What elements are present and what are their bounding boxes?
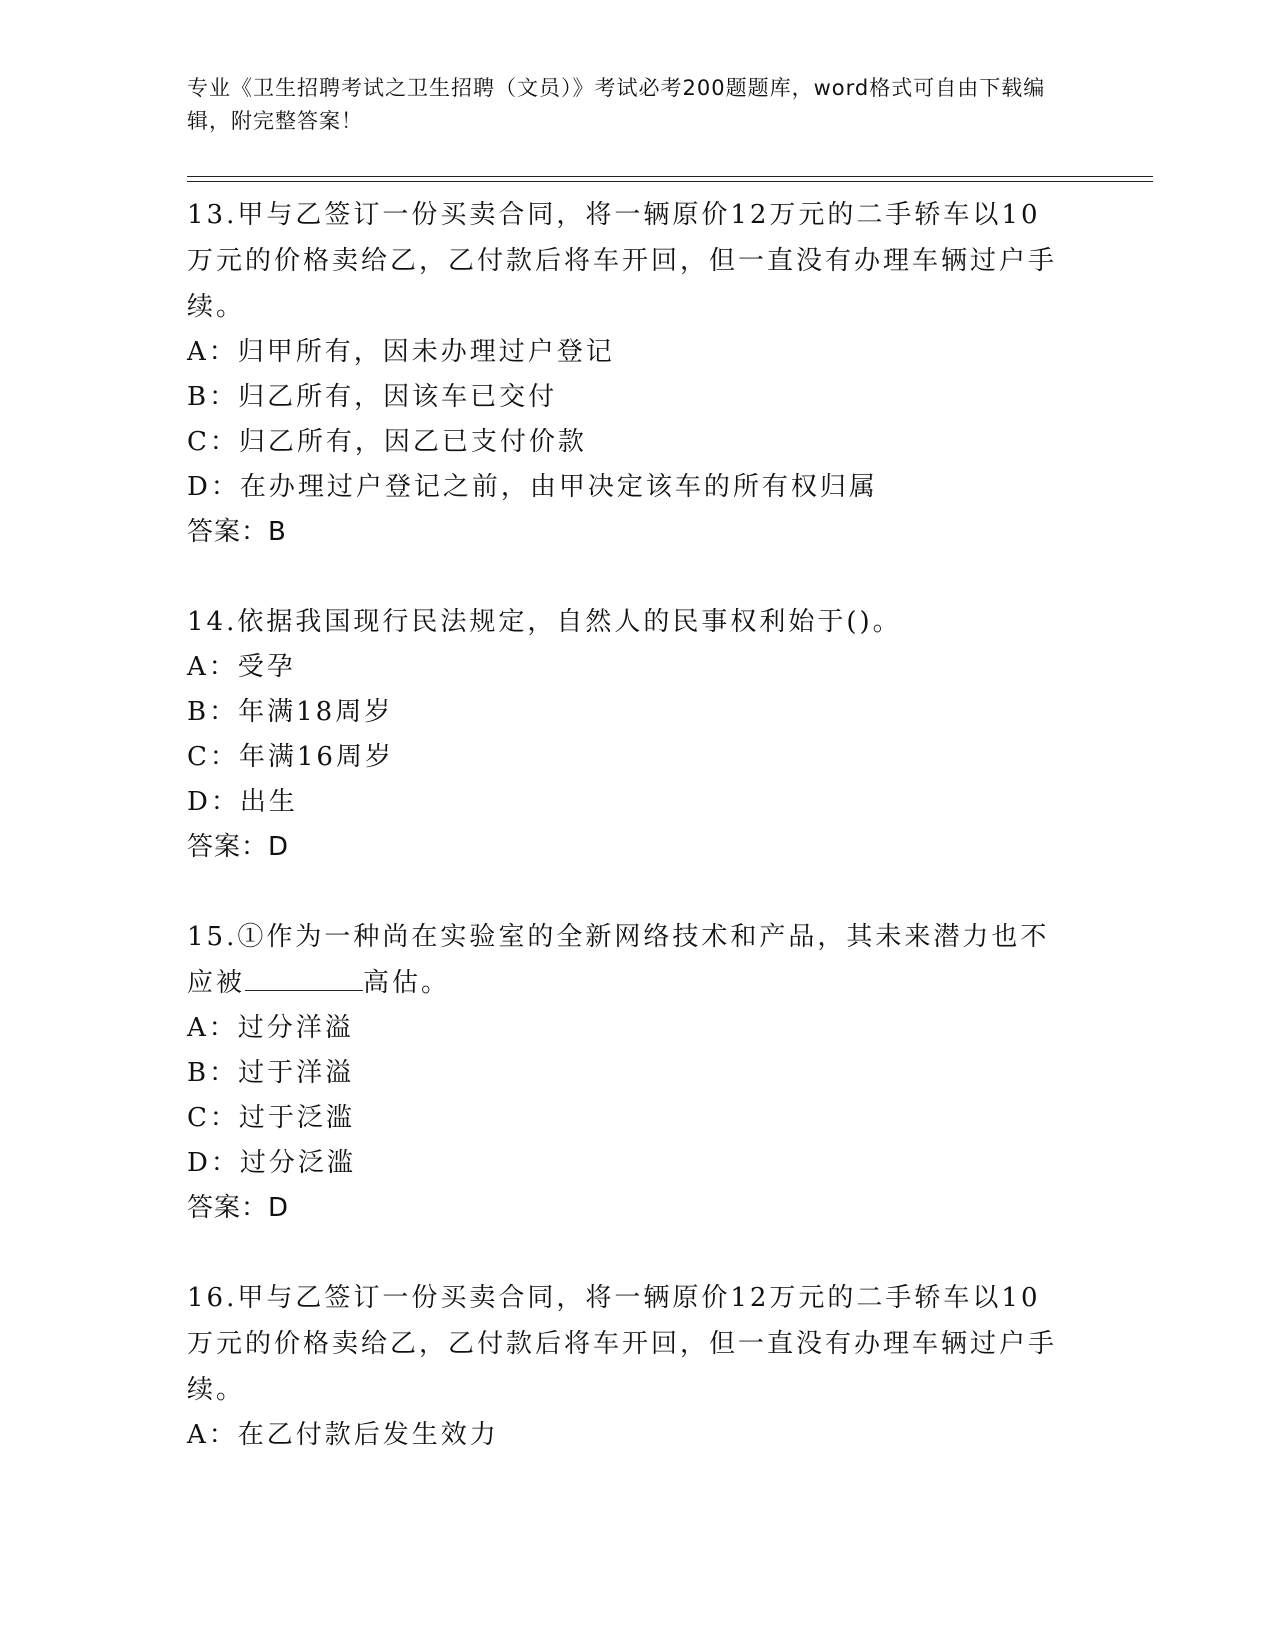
option-d: D：过分泛滥 [187,1148,356,1178]
question-16 [187,1275,1067,1458]
header-divider-bottom [187,181,1153,182]
question-spacer [187,870,1067,914]
option-b: B：年满18周岁 [187,697,394,727]
question-stem: 13.甲与乙签订一份买卖合同，将一辆原价12万元的二手轿车以10万元的价格卖给乙，乙付款后将车开回，但一直没有办理车辆过户手续。 [187,200,1058,322]
option-a: A：过分洋溢 [187,1013,354,1043]
question-stem: 16.甲与乙签订一份买卖合同，将一辆原价12万元的二手轿车以10万元的价格卖给乙，乙付款后将车开回，但一直没有办理车辆过户手续。 [187,1283,1058,1405]
question-14 [187,599,1067,870]
option-c: C：过于泛滥 [187,1103,355,1133]
question-list [187,192,1067,1458]
option-d: D：在办理过户登记之前，由甲决定该车的所有权归属 [187,472,878,502]
answer-line: 答案：D [187,832,290,862]
question-stem [187,914,1067,1006]
option-b: B：归乙所有，因该车已交付 [187,382,558,412]
option-d: D：出生 [187,787,298,817]
document-header: 专业《卫生招聘考试之卫生招聘（文员）》考试必考200题题库，word格式可自由下载编辑，附完整答案！ [187,76,1046,133]
stem-text-after-blank: 高估。 [363,968,451,998]
option-a: A：在乙付款后发生效力 [187,1420,499,1450]
answer-line: 答案：B [187,517,287,547]
fill-in-blank [245,964,363,991]
question-15 [187,914,1067,1231]
question-stem: 14.依据我国现行民法规定，自然人的民事权利始于()。 [187,607,902,637]
question-spacer [187,1231,1067,1275]
option-c: C：归乙所有，因乙已支付价款 [187,427,587,457]
question-spacer [187,555,1067,599]
header-divider-top [187,176,1153,177]
stem-text-before-blank: 15.①作为一种尚在实验室的全新网络技术和产品，其未来潜力也不应被 [187,922,1050,998]
option-b: B：过于洋溢 [187,1058,355,1088]
question-13 [187,192,1067,555]
option-a: A：受孕 [187,652,296,682]
answer-line: 答案：D [187,1193,290,1223]
option-a: A：归甲所有，因未办理过户登记 [187,337,615,367]
option-c: C：年满16周岁 [187,742,394,772]
